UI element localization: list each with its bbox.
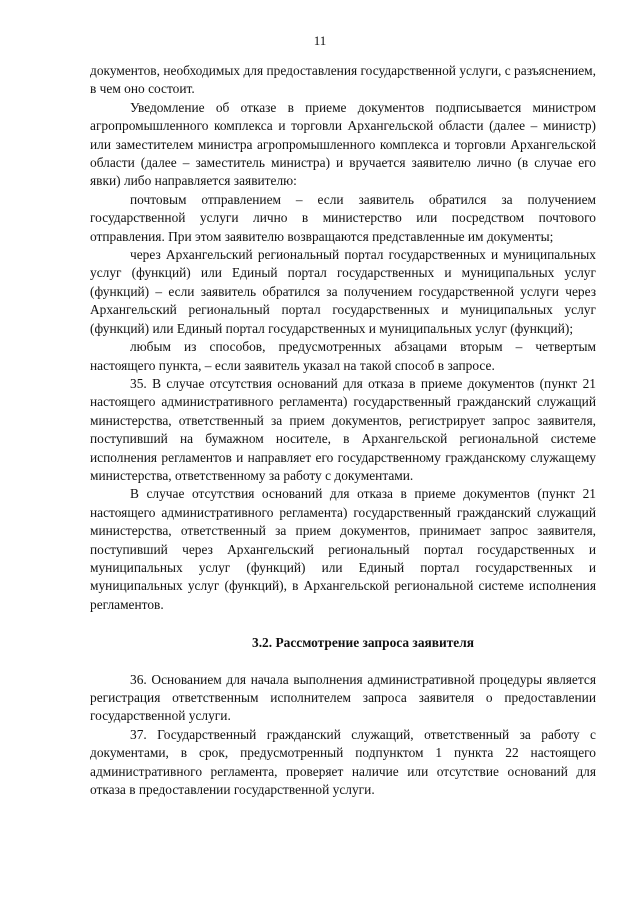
- paragraph: 36. Основанием для начала выполнения административной процедуры является регистрация ответственным исполнителем запроса заявителя о предоставлении государственной услуги.: [90, 671, 596, 724]
- paragraph: 35. В случае отсутствия оснований для отказа в приеме документов (пункт 21 настоящего административного регламента) государственный гражданский служащий министерства, ответственный за прием документов, регистрирует запрос заявителя, поступивший на бумажном носителе, в Архангельской региональной системе исполнения регламентов и направляет его государственному гражданскому служащему министерства, ответственному за работу с документами.: [90, 375, 596, 483]
- paragraph: через Архангельский региональный портал государственных и муниципальных услуг (функций) или Единый портал государственных и муниципальных услуг (функций) – если заявитель обратился за получением государственной услуги через Архангельский региональный портал государственных и муниципальных услуг (функций) или Единый портал государственных и муниципальных услуг (функций);: [90, 247, 596, 336]
- page-number: 11: [313, 33, 327, 48]
- paragraph: документов, необходимых для предоставления государственной услуги, с разъяснением, в чем оно состоит.: [90, 63, 596, 97]
- document-body: [90, 62, 596, 799]
- spacer: [90, 653, 596, 671]
- paragraph: 37. Государственный гражданский служащий, ответственный за работу с документами, в срок, предусмотренный подпунктом 1 пункта 22 настоящего административного регламента, проверяет наличие или отсутствие оснований для отказа в предоставлении государственной услуги.: [90, 726, 596, 798]
- section-heading: 3.2. Рассмотрение запроса заявителя: [252, 635, 474, 651]
- paragraph: Уведомление об отказе в приеме документов подписывается министром агропромышленного комплекса и торговли Архангельской области (далее – министр) или заместителем министра агропромышленного комплекса и торговли Архангельской области (далее – заместитель министра) и вручается заявителю лично (в случае его явки) либо направляется заявителю:: [90, 99, 596, 189]
- paragraph: почтовым отправлением – если заявитель обратился за получением государственной услуги лично в министерство или посредством почтового отправления. При этом заявителю возвращаются представленные им документы;: [90, 191, 596, 244]
- spacer: [90, 614, 596, 634]
- paragraph: любым из способов, предусмотренных абзацами вторым – четвертым настоящего пункта, – если заявитель указал на такой способ в запросе.: [90, 339, 596, 373]
- paragraph: В случае отсутствия оснований для отказа в приеме документов (пункт 21 настоящего административного регламента) государственный гражданский служащий министерства, ответственный за прием документов, принимает запрос заявителя, поступивший через Архангельский региональный портал государственных и муниципальных услуг (функций) или Единый портал государственных и муниципальных услуг (функций), в Архангельской региональной системе исполнения регламентов.: [90, 486, 596, 612]
